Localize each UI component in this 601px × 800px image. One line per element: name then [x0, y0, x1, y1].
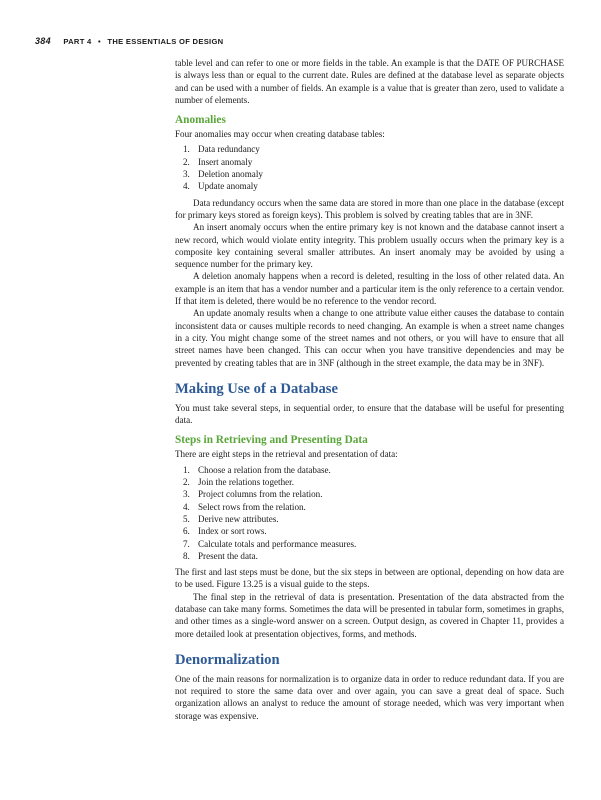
running-head [35, 36, 223, 46]
list-item [175, 464, 564, 476]
steps-paragraph-2: The final step in the retrieval of data is presentation. Presentation of the data abstracted from the database can take many forms. Sometimes the data will be presented in tabular form, sometimes in graphs, and other times as a single-word answer on a screen. Output design, as covered in Chapter 11, provides a more detailed look at presentation objectives, forms, and methods. [175, 591, 564, 639]
page-number: 384 [35, 36, 51, 46]
list-item [175, 550, 564, 562]
list-number: 5. [183, 513, 190, 524]
anomalies-list [175, 143, 564, 192]
list-number: 2. [183, 477, 190, 488]
anomalies-heading: Anomalies [175, 114, 226, 127]
part-label: PART 4 [63, 37, 92, 46]
list-item [175, 143, 564, 155]
list-item [175, 538, 564, 550]
making-use-heading: Making Use of a Database [175, 380, 338, 397]
list-text: Deletion anomaly [198, 169, 263, 180]
steps-lead: There are eight steps in the retrieval and presentation of data: [175, 449, 398, 460]
list-text: Project columns from the relation. [198, 489, 323, 500]
list-number: 2. [183, 156, 190, 167]
list-number: 3. [183, 169, 190, 180]
intro-paragraph: table level and can refer to one or more fields in the table. An example is that the DATE OF PURCHASE is always less than or equal to the current date. Rules are defined at the database level as separate objects and can be used with a number of fields. An example is a value that is greater than zero, used to validate a number of elements. [175, 58, 564, 105]
list-item [175, 180, 564, 192]
steps-heading: Steps in Retrieving and Presenting Data [175, 434, 368, 447]
redundancy-paragraph: Data redundancy occurs when the same data are stored in more than one place in the database (except for primary keys stored as foreign keys). This problem is solved by creating tables that are in 3NF. [175, 197, 564, 220]
list-number: 6. [183, 526, 190, 537]
list-number: 7. [183, 538, 190, 549]
list-text: Data redundancy [198, 144, 260, 155]
list-item [175, 156, 564, 168]
list-number: 3. [183, 489, 190, 500]
steps-list [175, 464, 564, 562]
list-text: Calculate totals and performance measures. [198, 538, 357, 549]
list-number: 1. [183, 144, 190, 155]
page-body [175, 57, 564, 722]
list-text: Index or sort rows. [198, 526, 267, 537]
list-item [175, 476, 564, 488]
list-text: Present the data. [198, 550, 258, 561]
header-separator: • [98, 37, 101, 46]
update-anomaly-paragraph: An update anomaly results when a change to one attribute value either causes the database to contain inconsistent data or causes multiple records to need changing. An example is when a street name changes in a city. You might change some of the street names and not others, or you will have to ensure that all street names have been changed. This can occur when you have transitive dependencies and may be prevented by creating tables that are in 3NF (although in the street example, the data may be in 3NF). [175, 308, 564, 368]
list-item [175, 488, 564, 500]
list-text: Select rows from the relation. [198, 501, 306, 512]
list-text: Derive new attributes. [198, 513, 279, 524]
list-item [175, 525, 564, 537]
list-number: 1. [183, 464, 190, 475]
list-text: Choose a relation from the database. [198, 464, 331, 475]
list-number: 4. [183, 181, 190, 192]
section-label: THE ESSENTIALS OF DESIGN [107, 37, 224, 46]
list-number: 8. [183, 550, 190, 561]
anomalies-lead: Four anomalies may occur when creating database tables: [175, 129, 385, 140]
denormalization-heading: Denormalization [175, 651, 280, 668]
list-item [175, 513, 564, 525]
list-text: Update anomaly [198, 181, 258, 192]
list-item [175, 501, 564, 513]
insert-anomaly-paragraph: An insert anomaly occurs when the entire primary key is not known and the database cannot insert a new record, which would violate entity integrity. This problem usually occurs when the primary key is a composite key containing several smaller attributes. An insert anomaly may be avoided by using a sequence number for the primary key. [175, 222, 564, 270]
list-text: Insert anomaly [198, 156, 253, 167]
steps-paragraph-1: The first and last steps must be done, but the six steps in between are optional, depending on how data are to be used. Figure 13.25 is a visual guide to the steps. [175, 567, 564, 590]
list-text: Join the relations together. [198, 477, 294, 488]
deletion-anomaly-paragraph: A deletion anomaly happens when a record is deleted, resulting in the loss of other related data. An example is an item that has a vendor number and a particular item is the only reference to a certain vendor. If that item is deleted, there would be no reference to the vendor record. [175, 271, 564, 307]
list-item [175, 168, 564, 180]
list-number: 4. [183, 501, 190, 512]
denormalization-paragraph: One of the main reasons for normalization is to organize data in order to reduce redundant data. If you are not required to store the same data over and over again, you can save a great deal of space. Such organization allows an analyst to reduce the amount of storage needed, which was very important when storage was expensive. [175, 673, 564, 721]
making-use-paragraph: You must take several steps, in sequential order, to ensure that the database will be useful for presenting data. [175, 402, 564, 426]
